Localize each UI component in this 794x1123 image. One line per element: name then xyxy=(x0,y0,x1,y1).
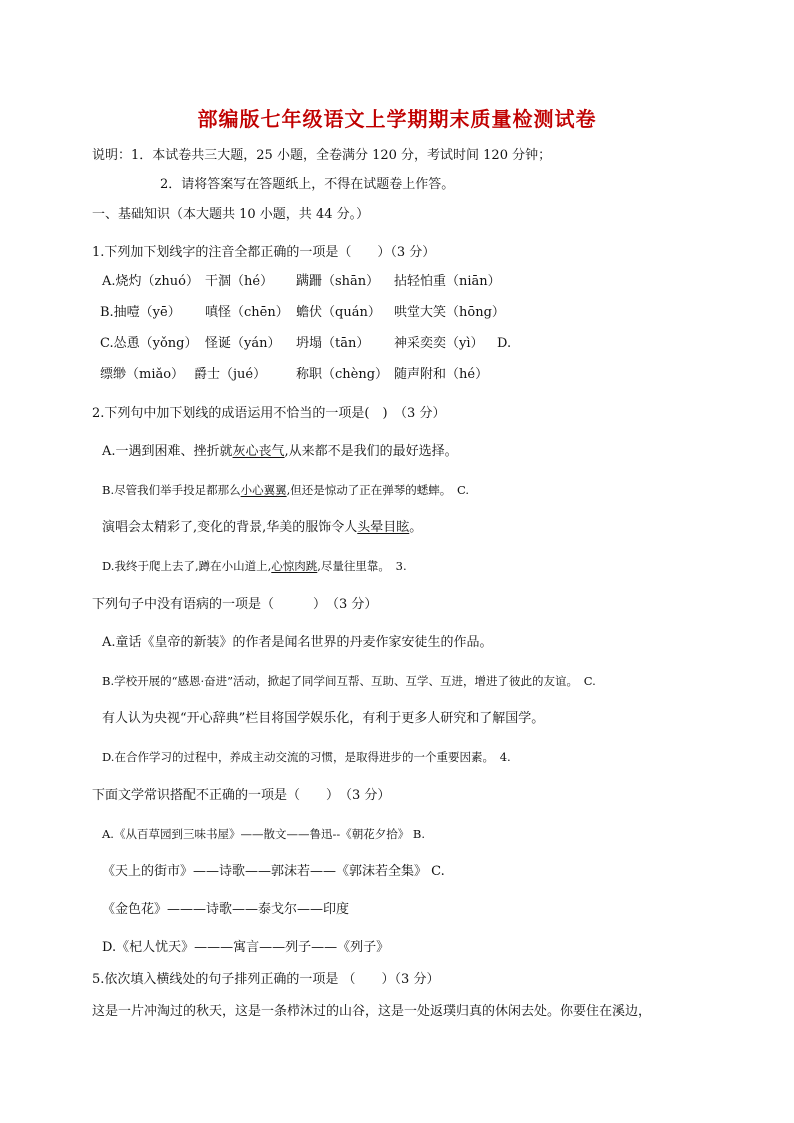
q2-option-b-text: ,但还是惊动了正在弹琴的蟋蟀。 C. xyxy=(286,483,470,497)
q2-option-c xyxy=(102,519,422,537)
q2-option-d-idiom: 心惊肉跳 xyxy=(271,559,318,573)
q1-option-d-item: 缥缈（miǎo） xyxy=(100,367,185,382)
q3-option-c: 有人认为央视“开心辞典”栏目将国学娱乐化，有利于更多人研究和了解国学。 xyxy=(102,711,545,726)
q2-option-c-text: 。 xyxy=(409,520,423,535)
question-1-stem: 1.下列加下划线字的注音全都正确的一项是（ ）（3 分） xyxy=(92,245,436,260)
q1-option-c-item: 怪诞（yán） xyxy=(205,336,281,351)
q2-option-a-idiom: 灰心丧气 xyxy=(232,444,285,459)
question-4-stem: 下面文学常识搭配不正确的一项是（ ） （3 分） xyxy=(92,788,391,803)
instructions-line-1: 说明：1．本试卷共三大题，25 小题，全卷满分 120 分，考试时间 120 分钟； xyxy=(92,148,552,163)
q1-option-c-item: 坍塌（tān） xyxy=(296,336,370,351)
q1-option-a-item: 蹒跚（shān） xyxy=(296,274,380,289)
q1-option-d-item: 随声附和（hé） xyxy=(394,367,489,382)
q3-option-a: A.童话《皇帝的新装》的作者是闻名世界的丹麦作家安徒生的作品。 xyxy=(102,635,493,650)
q1-option-a-item: A.烧灼（zhuó） xyxy=(102,274,199,289)
q4-option-c: 《金色花》———诗歌——泰戈尔——印度 xyxy=(102,902,350,917)
q2-option-d-text: ,尽量往里靠。 3. xyxy=(317,559,407,573)
q2-option-c-idiom: 头晕目眩 xyxy=(357,520,410,535)
q3-option-b: B.学校开展的“感恩·奋进”活动，掀起了同学间互帮、互助、互学、互进，增进了彼此的友谊。 C. xyxy=(102,674,596,688)
q5-passage: 这是一片冲淘过的秋天，这是一条栉沐过的山谷，这是一处返璞归真的休闲去处。你要住在溪边， xyxy=(92,1004,652,1019)
q2-option-d-text: D.我终于爬上去了,蹲在小山道上, xyxy=(102,559,272,573)
q2-option-b-text: B.尽管我们举手投足都那么 xyxy=(102,483,241,497)
q2-option-a-text: ,从来都不是我们的最好选择。 xyxy=(284,444,458,459)
q1-option-a-item: 干涸（hé） xyxy=(205,274,274,289)
q1-option-c-item: 神采奕奕（yì） xyxy=(394,336,484,351)
question-2-stem: 2.下列句中加下划线的成语运用不恰当的一项是( ) （3 分） xyxy=(92,406,446,421)
q2-option-c-text: 演唱会太精彩了,变化的背景,华美的服饰令人 xyxy=(102,520,358,535)
q4-option-b: 《天上的街市》——诗歌——郭沫若——《郭沫若全集》 C. xyxy=(102,864,445,879)
q2-option-d xyxy=(102,557,407,575)
q1-option-b-item: 嗔怪（chēn） xyxy=(205,305,289,320)
q1-option-d-label: D. xyxy=(497,336,512,351)
q3-option-d: D.在合作学习的过程中，养成主动交流的习惯，是取得进步的一个重要因素。 4. xyxy=(102,750,511,764)
q4-option-d: D.《杞人忧天》———寓言——列子——《列子》 xyxy=(102,940,390,955)
q4-option-a: A.《从百草园到三味书屋》——散文——鲁迅--《朝花夕拾》 B. xyxy=(102,827,425,841)
q1-option-c-item: C.怂恿（yǒng） xyxy=(100,336,198,351)
instructions-line-2: 2．请将答案写在答题纸上，不得在试题卷上作答。 xyxy=(160,177,455,192)
page-title: 部编版七年级语文上学期期末质量检测试卷 xyxy=(197,107,597,131)
section-heading: 一、基础知识（本大题共 10 小题，共 44 分。） xyxy=(92,207,370,222)
question-5-stem: 5.依次填入横线处的句子排列正确的一项是 （ ）（3 分） xyxy=(92,972,440,987)
q2-option-b xyxy=(102,481,469,499)
q1-option-d-item: 称职（chèng） xyxy=(296,367,389,382)
q1-option-d-item: 爵士（jué） xyxy=(194,367,267,382)
question-3-stem: 下列句子中没有语病的一项是（ ） （3 分） xyxy=(92,597,378,612)
q1-option-a-item: 拈轻怕重（niān） xyxy=(394,274,501,289)
q2-option-b-idiom: 小心翼翼 xyxy=(240,483,287,497)
q2-option-a-text: A.一遇到困难、挫折就 xyxy=(102,444,233,459)
q2-option-a xyxy=(102,443,458,461)
q1-option-b-item: 哄堂大笑（hōng） xyxy=(394,305,505,320)
q1-option-b-item: 蟾伏（quán） xyxy=(296,305,381,320)
q1-option-b-item: B.抽噎（yē） xyxy=(100,305,181,320)
